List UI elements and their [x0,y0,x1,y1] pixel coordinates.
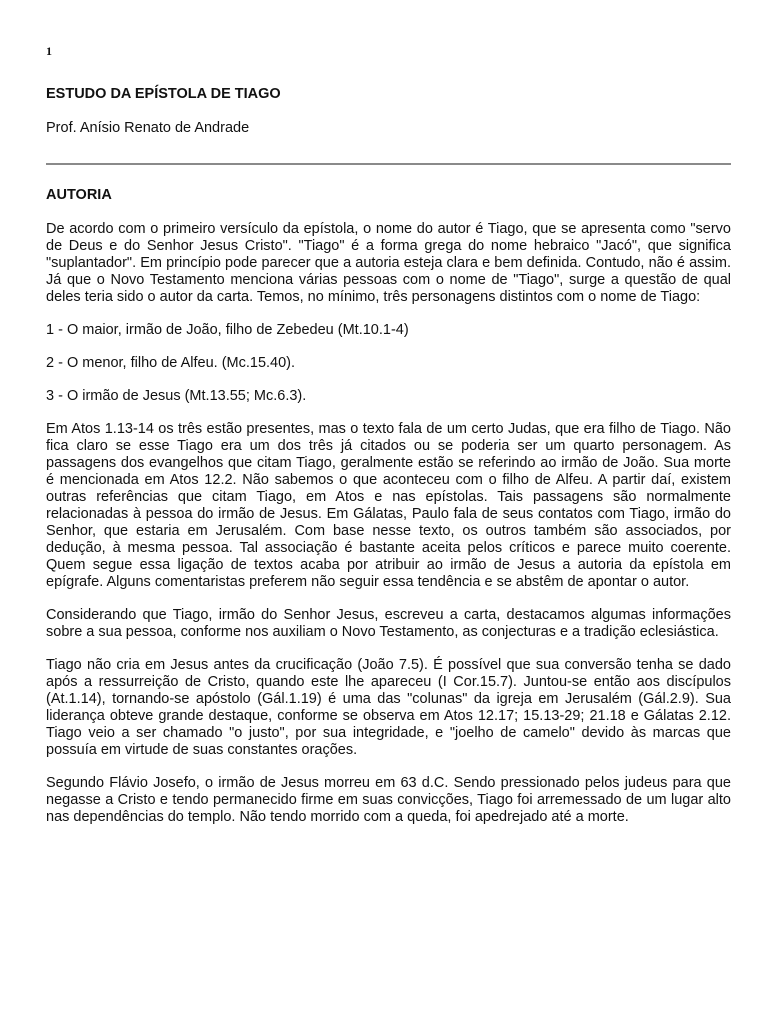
page-number: 1 [46,44,52,58]
document-title: ESTUDO DA EPÍSTOLA DE TIAGO [46,86,281,102]
paragraph-conversao: Tiago não cria em Jesus antes da crucificação (João 7.5). É possível que sua conversão tenha se dado após a ressurreição de Cristo, quando este lhe apareceu (I Cor.15.7). Juntou-se então aos discípulos (At.1.14), tornando-se apóstolo (Gál.1.19) é uma das "colunas" da igreja em Jerusalém (Gál.2.9). Sua liderança obteve grande destaque, conforme se observa em Atos 12.17; 15.13-29; 21.18 e Gálatas 2.12. Tiago veio a ser chamado "o justo", por sua integridade, e "joelho de camelo" devido às marcas que possuía em virtude de suas constantes orações. [46,657,731,758]
list-item-3: 3 - O irmão de Jesus (Mt.13.55; Mc.6.3). [46,388,307,404]
section-body [46,221,731,842]
paragraph-atos: Em Atos 1.13-14 os três estão presentes, mas o texto fala de um certo Judas, que era filho de Tiago. Não fica claro se esse Tiago era um dos três já citados ou se poderia ser um quarto personagem. As passagens dos evangelhos que citam Tiago, geralmente estão se referindo ao irmão de João. Sua morte é mencionada em Atos 12.2. Não sabemos o que aconteceu com o filho de Alfeu. A partir daí, existem outras referências que citam Tiago, em Atos e nas epístolas. Tais passagens são normalmente relacionadas à pessoa do irmão de Jesus. Em Gálatas, Paulo fala de seus contatos com Tiago, irmão do Senhor, que estaria em Jerusalém. Com base nesse texto, os outros também são associados, por dedução, à mesma pessoa. Tal associação é bastante aceita pelos críticos e parece muito coerente. Quem segue essa ligação de textos acaba por atribuir ao irmão de Jesus a autoria da epístola em epígrafe. Alguns comentaristas preferem não seguir essa tendência e se abstêm de apontar o autor. [46,421,731,590]
list-item-1: 1 - O maior, irmão de João, filho de Zebedeu (Mt.10.1-4) [46,322,409,338]
paragraph-intro: De acordo com o primeiro versículo da epístola, o nome do autor é Tiago, que se apresenta como "servo de Deus e do Senhor Jesus Cristo". "Tiago" é a forma grega do nome hebraico "Jacó", que significa "suplantador". Em princípio pode parecer que a autoria esteja clara e bem definida. Contudo, não é assim. Já que o Novo Testamento menciona várias pessoas com o nome de "Tiago", surge a questão de qual deles teria sido o autor da carta. Temos, no mínimo, três personagens distintos com o nome de Tiago: [46,221,731,305]
paragraph-considerando: Considerando que Tiago, irmão do Senhor Jesus, escreveu a carta, destacamos algumas informações sobre a sua pessoa, conforme nos auxiliam o Novo Testamento, as conjecturas e a tradição eclesiástica. [46,607,731,640]
paragraph-josefo: Segundo Flávio Josefo, o irmão de Jesus morreu em 63 d.C. Sendo pressionado pelos judeus para que negasse a Cristo e tendo permanecido firme em suas convicções, Tiago foi arremessado de um lugar alto nas dependências do templo. Não tendo morrido com a queda, foi apedrejado até a morte. [46,775,731,825]
list-item-2: 2 - O menor, filho de Alfeu. (Mc.15.40). [46,355,296,371]
section-title: AUTORIA [46,187,112,203]
horizontal-divider [46,163,731,165]
author-line: Prof. Anísio Renato de Andrade [46,120,250,136]
